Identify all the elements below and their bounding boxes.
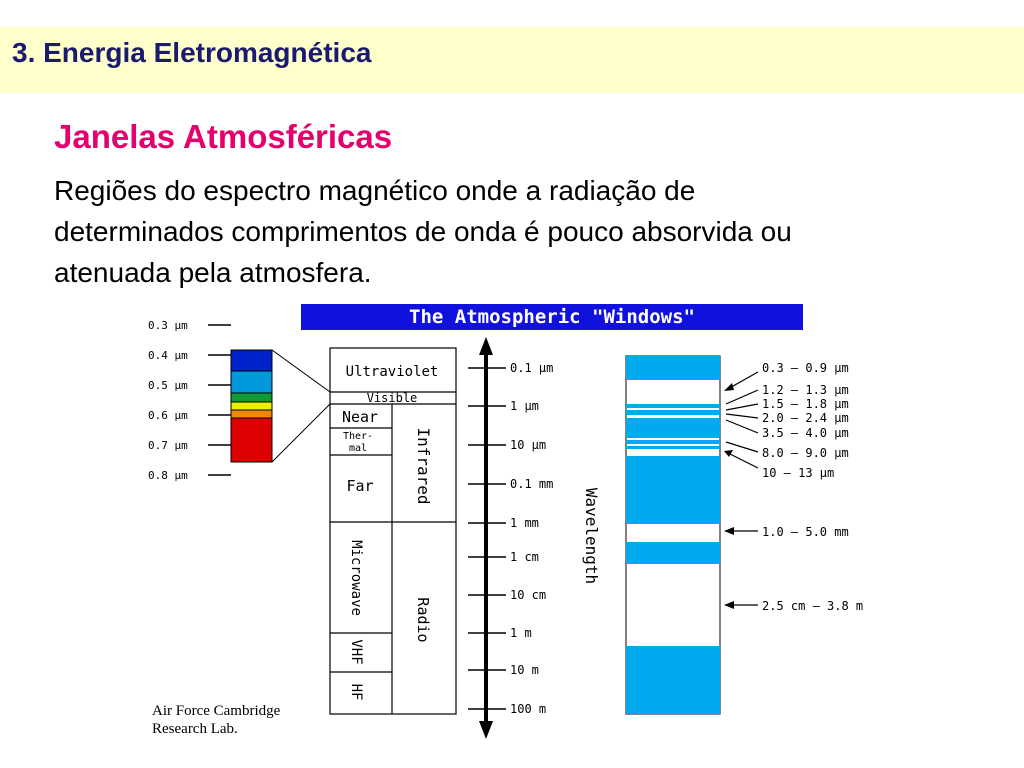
- visible-tick-4: 0.7 µm: [148, 439, 188, 452]
- window-label-7: 1.0 – 5.0 mm: [762, 525, 849, 539]
- figure-credit: [152, 702, 280, 738]
- label-near: Near: [341, 408, 379, 426]
- credit-line-2: Research Lab.: [152, 721, 238, 737]
- label-vhf: VHF: [348, 639, 364, 665]
- window-label-5: 8.0 – 9.0 µm: [762, 446, 849, 460]
- wavelength-tick-2: 10 µm: [510, 438, 547, 452]
- window-band-10-13um: [626, 456, 720, 524]
- visible-band-red: [231, 418, 272, 462]
- visible-tick-0: 0.3 µm: [148, 319, 188, 332]
- visible-tick-1: 0.4 µm: [148, 349, 188, 362]
- label-ultraviolet: Ultraviolet: [345, 364, 439, 380]
- window-label-4: 3.5 – 4.0 µm: [762, 426, 849, 440]
- window-label-3: 2.0 – 2.4 µm: [762, 411, 849, 425]
- wavelength-tick-6: 10 cm: [510, 588, 547, 602]
- visible-tick-2: 0.5 µm: [148, 379, 188, 392]
- window-band-1-2-1-3um: [626, 404, 720, 408]
- window-band-0-3-0-9um: [626, 356, 720, 380]
- visible-tick-3: 0.6 µm: [148, 409, 188, 422]
- window-band-2-0-2-4um: [626, 418, 720, 438]
- banner-title: The Atmospheric "Windows": [409, 306, 695, 328]
- label-thermal-2: mal: [348, 443, 368, 454]
- window-band-2-5cm-3-8m: [626, 646, 720, 714]
- section-subtitle: Janelas Atmosféricas: [54, 118, 393, 155]
- visible-band-cyan: [231, 371, 272, 393]
- windows-column: [626, 356, 720, 714]
- window-band-8-0-9-0um: [626, 446, 720, 449]
- wavelength-tick-8: 10 m: [510, 663, 539, 677]
- label-thermal-1: Ther-: [342, 431, 374, 442]
- visible-band-yellow: [231, 402, 272, 410]
- wavelength-tick-0: 0.1 µm: [510, 361, 554, 375]
- window-label-0: 0.3 – 0.9 µm: [762, 361, 849, 375]
- window-band-1-0-5-0mm: [626, 542, 720, 564]
- description-line-1: Regiões do espectro magnético onde a radiação de: [54, 175, 696, 206]
- window-label-8: 2.5 cm – 3.8 m: [762, 599, 864, 613]
- wavelength-tick-4: 1 mm: [510, 516, 539, 530]
- window-band-3-5-4-0um: [626, 440, 720, 444]
- axis-label-wavelength: Wavelength: [582, 487, 601, 585]
- visible-color-bar: [231, 350, 272, 462]
- window-label-2: 1.5 – 1.8 µm: [762, 397, 849, 411]
- window-band-1-5-1-8um: [626, 410, 720, 415]
- wavelength-tick-5: 1 cm: [510, 550, 539, 564]
- label-far: Far: [346, 477, 374, 495]
- window-label-6: 10 – 13 µm: [762, 466, 835, 480]
- label-radio: Radio: [414, 597, 432, 643]
- label-microwave: Microwave: [348, 540, 364, 616]
- description-line-3: atenuada pela atmosfera.: [54, 257, 372, 288]
- label-visible: Visible: [366, 391, 418, 405]
- page-title: 3. Energia Eletromagnética: [12, 37, 372, 68]
- description-line-2: determinados comprimentos de onda é pouco absorvida ou: [54, 216, 792, 247]
- visible-band-orange: [231, 410, 272, 418]
- credit-line-1: Air Force Cambridge: [152, 703, 281, 719]
- wavelength-axis: [468, 337, 506, 739]
- wavelength-tick-7: 1 m: [510, 626, 532, 640]
- label-infrared: Infrared: [414, 427, 433, 505]
- visible-tick-5: 0.8 µm: [148, 469, 188, 482]
- visible-band-green: [231, 393, 272, 402]
- wavelength-tick-3: 0.1 mm: [510, 477, 554, 491]
- wavelength-tick-9: 100 m: [510, 702, 547, 716]
- label-hf: HF: [348, 683, 364, 701]
- wavelength-tick-1: 1 µm: [510, 399, 539, 413]
- visible-band-blue: [231, 350, 272, 371]
- window-label-1: 1.2 – 1.3 µm: [762, 383, 849, 397]
